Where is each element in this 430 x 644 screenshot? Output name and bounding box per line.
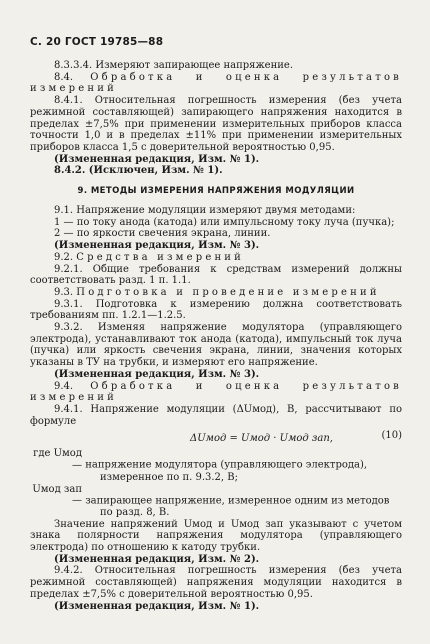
section-9-heading: 9. МЕТОДЫ ИЗМЕРЕНИЯ НАПРЯЖЕНИЯ МОДУЛЯЦИИ [77, 186, 355, 197]
formula-expression: ΔUмод = Uмод · Uмод зап, [190, 433, 333, 445]
paragraph-8-3-3-4: 8.3.3.4. Измеряют запирающее напряжение. [54, 60, 294, 71]
paragraph-8-4-1: 8.4.1. Относительная погрешность измерения (без учета режимной составляющей) запирающего напряжения находится в пределах ±7,5% при применении измерительных приборов класса точности 1,0 и в пределах ±11% при применении измерительных приборов класса 1,5 с доверительной вероятностью 0,95. [30, 95, 402, 153]
definition-u-mod-zap: Uмод зап — запирающее напряжение, измеренное одним из методов по разд. 8, В. [32, 483, 390, 518]
paragraph-8-4-2: 8.4.2. (Исключен, Изм. № 1). [54, 165, 223, 177]
formula-10 [30, 430, 402, 446]
definition-u-mod: где Uмод — напряжение модулятора (управляющего электрода), измеренное по п. 9.3.2, В; [33, 448, 368, 483]
amendment-note: (Измененная редакция, Изм. № 3). [54, 368, 260, 380]
paragraph-values-note: Значение напряжений Uмод и Uмод зап указывают с учетом знака полярности напряжения модулятора (управляющего электрода) по отношению к катоду трубки. [30, 518, 402, 554]
paragraph-9-1: 9.1. Напряжение модуляции измеряют двумя методами: [54, 205, 356, 217]
paragraph-9-1-method-2: 2 — по яркости свечения экрана, линии. [54, 228, 271, 240]
paragraph-9-3-1: 9.3.1. Подготовка к измерению должна соответствовать требованиям пп. 1.2.1—1.2.5. [30, 298, 402, 322]
page-header: С. 20 ГОСТ 19785—88 [30, 36, 164, 48]
heading-9-3: 9.3. Подготовка и проведение измерений [54, 286, 380, 298]
paragraph-9-2-1: 9.2.1. Общие требования к средствам измерений должны соответствовать разд. 1 п. 1.1. [30, 263, 402, 287]
heading-9-2: 9.2. Средства измерений [54, 251, 245, 263]
paragraph-9-3-2: 9.3.2. Изменяя напряжение модулятора (управляющего электрода), устанавливают ток анода (катода), импульсный ток луча (пучка) или яркость свечения экрана, линии, значения которых указаны в ТУ на трубки, и измеряют его напряжение. [30, 322, 402, 369]
paragraph-9-1-method-1: 1 — по току анода (катода) или импульсному току луча (пучка); [54, 216, 395, 228]
amendment-note: (Измененная редакция, Изм. № 1). [54, 153, 260, 165]
amendment-note: (Измененная редакция, Изм. № 3). [54, 240, 260, 252]
heading-9-4: 9.4. Обработка и оценка результатов измерений [30, 380, 402, 404]
formula-number: (10) [381, 430, 402, 442]
paragraph-9-4-2: 9.4.2. Относительная погрешность измерения (без учета режимной составляющей) напряжения модуляции находится в пределах ±7,5% с доверительной вероятностью 0,95. [30, 565, 402, 600]
amendment-note: (Измененная редакция, Изм. № 2). [54, 553, 260, 565]
heading-8-4: 8.4. Обработка и оценка результатов измерений [30, 71, 402, 95]
amendment-note: (Измененная редакция, Изм. № 1). [54, 600, 260, 612]
paragraph-9-4-1: 9.4.1. Напряжение модуляции (ΔUмод), В, рассчитывают по формуле [30, 403, 402, 427]
